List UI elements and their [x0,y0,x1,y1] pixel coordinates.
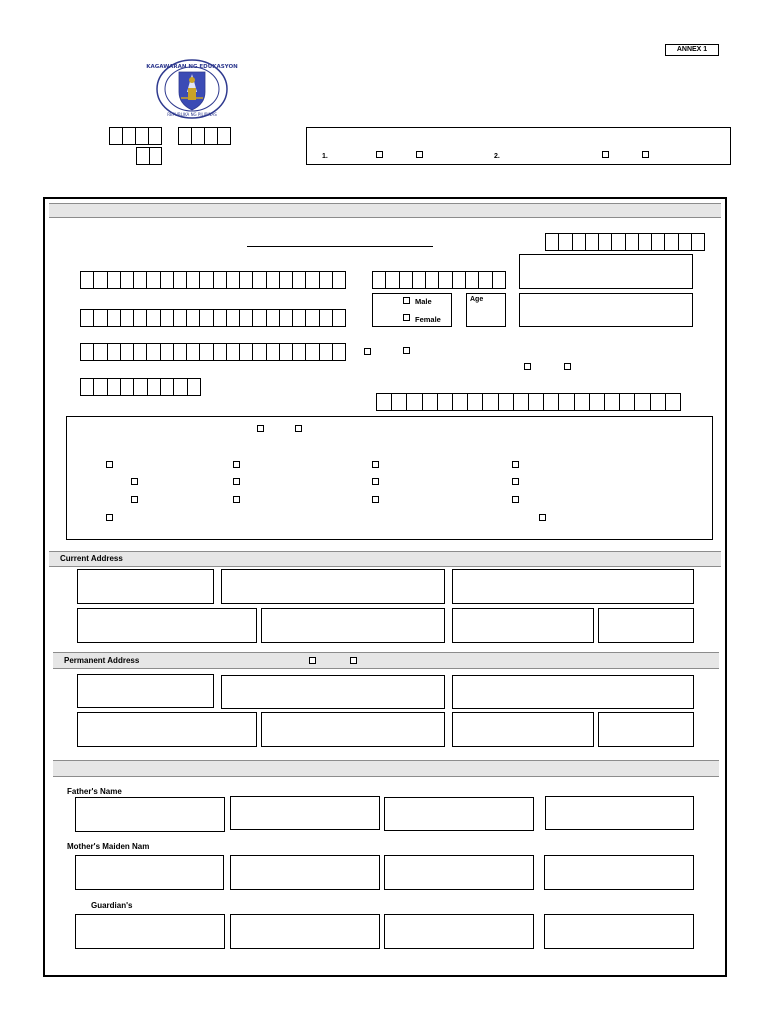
permanent-barangay-field[interactable] [452,675,694,709]
char-cell[interactable] [94,344,107,360]
disability-option-6-checkbox[interactable] [233,478,240,485]
char-cell[interactable] [426,272,439,288]
char-cell[interactable] [679,234,692,250]
permanent-municipality-field[interactable] [77,712,257,747]
char-cell[interactable] [253,310,266,326]
svg-text:REPUBLIKA NG PILIPINAS: REPUBLIKA NG PILIPINAS [167,112,217,117]
disability-option-1-checkbox[interactable] [106,461,113,468]
char-cell[interactable] [134,379,147,395]
char-cell[interactable] [134,272,147,288]
char-cell[interactable] [161,310,174,326]
char-cell[interactable] [483,394,498,410]
char-cell[interactable] [121,310,134,326]
4ps-checkbox-yes[interactable] [524,363,531,370]
disability-option-7-checkbox[interactable] [372,478,379,485]
char-cell[interactable] [200,344,213,360]
char-cell[interactable] [468,394,483,410]
char-cell[interactable] [575,394,590,410]
item-1-checkbox-a[interactable] [376,151,383,158]
char-cell[interactable] [692,234,705,250]
char-cell[interactable] [81,379,94,395]
form-title-underline [247,246,433,247]
disability-option-8-checkbox[interactable] [512,478,519,485]
disability-yes-checkbox[interactable] [257,425,264,432]
extension-checkbox-a[interactable] [364,348,371,355]
char-cell[interactable] [108,272,121,288]
char-cell[interactable] [544,394,559,410]
char-cell[interactable] [227,272,240,288]
char-cell[interactable] [639,234,652,250]
char-cell[interactable] [306,344,319,360]
char-cell[interactable] [108,379,121,395]
char-cell[interactable] [333,272,346,288]
disability-no-checkbox[interactable] [295,425,302,432]
char-cell[interactable] [605,394,620,410]
char-cell[interactable] [134,310,147,326]
first-name-grid[interactable] [80,309,346,327]
char-cell[interactable] [559,394,574,410]
char-cell[interactable] [438,394,453,410]
char-cell[interactable] [174,272,187,288]
char-cell[interactable] [280,310,293,326]
sex-female-checkbox[interactable] [403,314,410,321]
current-country-field[interactable] [452,608,594,643]
extension-checkbox-b[interactable] [403,347,410,354]
char-cell[interactable] [240,344,253,360]
same-address-no-checkbox[interactable] [350,657,357,664]
char-cell[interactable] [453,394,468,410]
last-name-grid[interactable] [80,271,346,289]
char-cell[interactable] [529,394,544,410]
char-cell[interactable] [573,234,586,250]
char-cell[interactable] [214,310,227,326]
lrn-grid[interactable] [545,233,705,251]
item-1-checkbox-b[interactable] [416,151,423,158]
char-cell[interactable] [479,272,492,288]
char-cell[interactable] [612,234,625,250]
char-cell[interactable] [161,379,174,395]
annex-label: ANNEX 1 [676,46,708,53]
permanent-house-no-field[interactable] [77,674,214,708]
disability-option-11-checkbox[interactable] [372,496,379,503]
extension-name-grid[interactable] [80,378,201,396]
char-cell[interactable] [200,272,213,288]
permanent-zip-code-field[interactable] [598,712,694,747]
char-cell[interactable] [280,344,293,360]
char-cell[interactable] [652,234,665,250]
father-contact-field[interactable] [545,796,694,830]
char-cell[interactable] [267,310,280,326]
disability-option-5-checkbox[interactable] [131,478,138,485]
current-address-label: Current Address [60,554,123,563]
char-cell[interactable] [546,234,559,250]
char-cell[interactable] [439,272,452,288]
char-cell[interactable] [586,234,599,250]
disability-box [66,416,713,540]
char-cell[interactable] [666,394,681,410]
school-year-start-grid[interactable] [109,127,162,145]
char-cell[interactable] [514,394,529,410]
char-cell[interactable] [559,234,572,250]
4ps-checkbox-no[interactable] [564,363,571,370]
char-cell[interactable] [651,394,666,410]
disability-option-3-checkbox[interactable] [372,461,379,468]
char-cell[interactable] [121,272,134,288]
char-cell[interactable] [293,344,306,360]
char-cell[interactable] [134,344,147,360]
mother-maiden-name-label: Mother's Maiden Nam [67,842,150,851]
char-cell[interactable] [377,394,392,410]
char-cell[interactable] [94,379,107,395]
char-cell[interactable] [121,379,134,395]
char-cell[interactable] [493,272,506,288]
char-cell[interactable] [253,272,266,288]
item-2-checkbox-b[interactable] [642,151,649,158]
char-cell[interactable] [187,344,200,360]
char-cell[interactable] [407,394,422,410]
birthdate-grid[interactable] [372,271,506,289]
char-cell[interactable] [147,310,160,326]
current-province-field[interactable] [261,608,445,643]
char-cell[interactable] [81,344,94,360]
item-1-number: 1. [322,153,328,160]
svg-text:KAGAWARAN NG EDUKASYON: KAGAWARAN NG EDUKASYON [146,64,238,70]
char-cell[interactable] [635,394,650,410]
char-cell[interactable] [174,310,187,326]
guardian-first-name-field[interactable] [230,914,380,949]
school-year-end-grid[interactable] [178,127,231,145]
permanent-address-band [53,652,719,669]
age-box[interactable] [466,293,506,327]
father-middle-name-field[interactable] [384,797,534,831]
char-cell[interactable] [333,310,346,326]
disability-option-4-checkbox[interactable] [512,461,519,468]
char-cell[interactable] [240,310,253,326]
permanent-address-label: Permanent Address [64,656,140,665]
char-cell[interactable] [161,272,174,288]
current-zip-code-field[interactable] [598,608,694,643]
char-cell[interactable] [94,310,107,326]
char-cell[interactable] [466,272,479,288]
char-cell[interactable] [320,344,333,360]
char-cell[interactable] [214,344,227,360]
disability-option-9-checkbox[interactable] [131,496,138,503]
guardian-contact-field[interactable] [544,914,694,949]
char-cell[interactable] [187,310,200,326]
permanent-country-field[interactable] [452,712,594,747]
char-cell[interactable] [665,234,678,250]
char-cell[interactable] [599,234,612,250]
char-cell[interactable] [200,310,213,326]
char-cell[interactable] [590,394,605,410]
char-cell[interactable] [174,344,187,360]
char-cell[interactable] [373,272,386,288]
current-barangay-field[interactable] [452,569,694,604]
char-cell[interactable] [280,272,293,288]
sex-male-label: Male [415,297,432,306]
char-cell[interactable] [306,272,319,288]
char-cell[interactable] [121,344,134,360]
same-address-yes-checkbox[interactable] [309,657,316,664]
item-2-number: 2. [494,153,500,160]
annex-label-box [665,44,719,56]
char-cell[interactable] [108,310,121,326]
char-cell[interactable] [227,310,240,326]
char-cell[interactable] [108,344,121,360]
father-first-name-field[interactable] [230,796,380,830]
char-cell[interactable] [240,272,253,288]
char-cell[interactable] [320,272,333,288]
household-id-grid[interactable] [376,393,681,411]
current-street-field[interactable] [221,569,445,604]
item-2-checkbox-a[interactable] [602,151,609,158]
guardian-name-label: Guardian's [91,901,133,910]
char-cell[interactable] [453,272,466,288]
mother-contact-field[interactable] [544,855,694,890]
char-cell[interactable] [174,379,187,395]
char-cell[interactable] [267,272,280,288]
char-cell[interactable] [423,394,438,410]
char-cell[interactable] [81,272,94,288]
learner-info-header-band [49,203,721,218]
char-cell[interactable] [413,272,426,288]
char-cell[interactable] [620,394,635,410]
current-house-no-field[interactable] [77,569,214,604]
char-cell[interactable] [147,344,160,360]
char-cell[interactable] [94,272,107,288]
disability-option-10-checkbox[interactable] [233,496,240,503]
char-cell[interactable] [253,344,266,360]
disability-option-2-checkbox[interactable] [233,461,240,468]
grade-level-grid[interactable] [136,147,162,165]
mother-last-name-field[interactable] [75,855,224,890]
ip-community-field[interactable] [519,293,693,327]
deped-seal-logo [146,58,238,120]
char-cell[interactable] [293,310,306,326]
guardian-last-name-field[interactable] [75,914,225,949]
middle-name-grid[interactable] [80,343,346,361]
char-cell[interactable] [161,344,174,360]
char-cell[interactable] [386,272,399,288]
char-cell[interactable] [187,272,200,288]
father-name-label: Father's Name [67,787,122,796]
mother-middle-name-field[interactable] [384,855,534,890]
char-cell[interactable] [147,272,160,288]
father-last-name-field[interactable] [75,797,225,832]
disability-option-13-checkbox[interactable] [106,514,113,521]
char-cell[interactable] [81,310,94,326]
char-cell[interactable] [267,344,280,360]
guardian-middle-name-field[interactable] [384,914,534,949]
parents-guardian-band [53,760,719,777]
char-cell[interactable] [148,379,161,395]
header-checklist-box [306,127,731,165]
sex-male-checkbox[interactable] [403,297,410,304]
current-municipality-field[interactable] [77,608,257,643]
char-cell[interactable] [306,310,319,326]
char-cell[interactable] [293,272,306,288]
permanent-street-field[interactable] [221,675,445,709]
disability-option-12-checkbox[interactable] [512,496,519,503]
char-cell[interactable] [320,310,333,326]
char-cell[interactable] [626,234,639,250]
disability-option-14-checkbox[interactable] [539,514,546,521]
char-cell[interactable] [333,344,346,360]
char-cell[interactable] [214,272,227,288]
mother-tongue-field[interactable] [519,254,693,289]
char-cell[interactable] [392,394,407,410]
char-cell[interactable] [188,379,201,395]
char-cell[interactable] [400,272,413,288]
age-label: Age [470,296,484,303]
sex-female-label: Female [415,315,441,324]
mother-first-name-field[interactable] [230,855,380,890]
current-address-band [49,551,721,567]
permanent-province-field[interactable] [261,712,445,747]
char-cell[interactable] [227,344,240,360]
char-cell[interactable] [499,394,514,410]
